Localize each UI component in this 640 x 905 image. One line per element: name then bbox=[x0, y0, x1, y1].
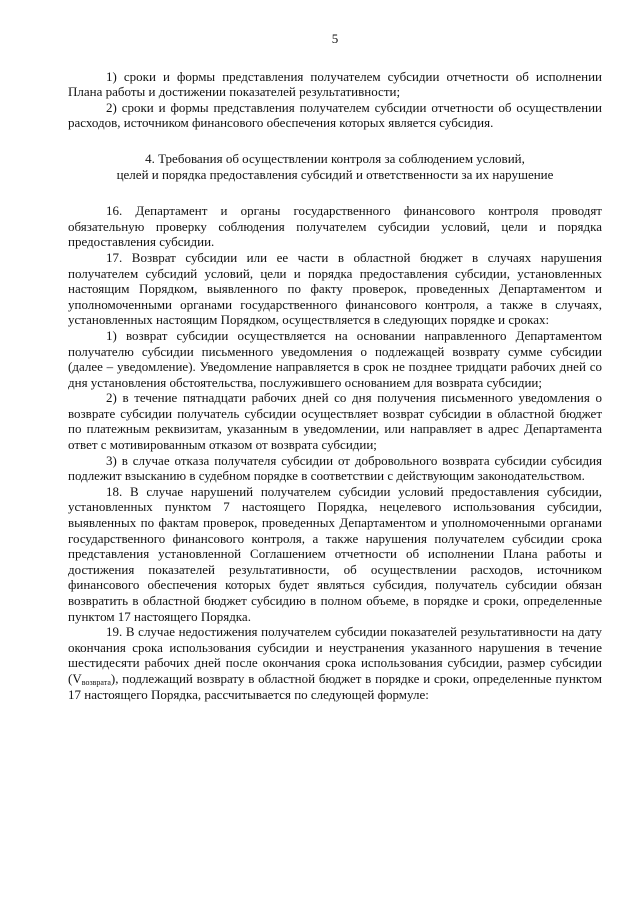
paragraph-19-text-end: ), подлежащий возврату в областной бюджет в порядке и сроки, определенные пунктом 17 настоящего Порядка, рассчитывается по следующей формуле: bbox=[68, 670, 602, 702]
paragraph-17-item-1: 1) возврат субсидии осуществляется на основании направленного Департаментом получателю субсидии письменного уведомления о подлежащей возврату сумме субсидии (далее – уведомление). Уведомление направляется в срок не позднее тридцати рабочих дней со дня установления обстоятельства, послужившего основанием для возврата субсидии; bbox=[68, 327, 602, 390]
paragraph-17-item-3: 3) в случае отказа получателя субсидии от добровольного возврата субсидии субсидия подлежит взысканию в судебном порядке в соответствии с действующим законодательством. bbox=[68, 452, 602, 484]
paragraph-16: 16. Департамент и органы государственного финансового контроля проводят обязательную проверку соблюдения получателем субсидии условий, цели и порядка предоставления субсидии. bbox=[68, 203, 602, 250]
section-heading-line-1: 4. Требования об осуществлении контроля за соблюдением условий, bbox=[145, 150, 525, 166]
paragraph-17: 17. Возврат субсидии или ее части в областной бюджет в случаях нарушения получателем субсидий условий, цели и порядка предоставления субсидии, установленных настоящим Порядком, выявленного по факту проверок, проведенных Департаментом и уполномоченными органами государственного финансового контроля, а также в случаях, установленных настоящим Порядком, осуществляется в следующих порядке и сроках: bbox=[68, 249, 602, 328]
intro-item-1: 1) сроки и формы представления получателем субсидии отчетности об исполнении Плана работы и достижении показателей результативности; bbox=[68, 68, 602, 100]
paragraph-19 bbox=[68, 624, 602, 702]
paragraph-19-text-start: 19. В случае недостижения получателем субсидии показателей результативности на дату окончания срока использования субсидии и неустранения указанного нарушения в течение шестидесяти рабочих дней после окончания срока использования субсидии, размер субсидии (V bbox=[68, 624, 602, 686]
section-heading-line-2: целей и порядка предоставления субсидий и ответственности за их нарушение bbox=[116, 166, 554, 182]
section-heading bbox=[68, 151, 602, 182]
paragraph-18: 18. В случае нарушений получателем субсидии условий предоставления субсидии, установленных пунктом 7 настоящего Порядка, нецелевого использования субсидии, выявленных по фактам проверок, проведенных Департаментом и уполномоченными органами государственного финансового контроля, а также нарушения получателем субсидии срока представления установленной Соглашением отчетности об исполнении Плана работы и достижения показателей результативности, об осуществлении расходов, источником финансового обеспечения которых будет являться субсидия, получатель субсидии обязан возвратить в областной бюджет субсидию в полном объеме, в порядке и сроки, определенные пунктом 17 настоящего Порядка. bbox=[68, 483, 602, 624]
intro-item-2: 2) сроки и формы представления получателем субсидии отчетности об осуществлении расходов, источником финансового обеспечения которых является субсидия. bbox=[68, 99, 602, 131]
paragraph-19-subscript: возврата bbox=[81, 677, 111, 687]
paragraph-17-item-2: 2) в течение пятнадцати рабочих дней со дня получения письменного уведомления о возврате субсидии получатель субсидии осуществляет возврат субсидии в областной бюджет по платежным реквизитам, указанным в уведомлении, или направляет в адрес Департамента ответ с мотивированным отказом от возврата субсидии; bbox=[68, 390, 602, 453]
page-number: 5 bbox=[331, 31, 339, 46]
